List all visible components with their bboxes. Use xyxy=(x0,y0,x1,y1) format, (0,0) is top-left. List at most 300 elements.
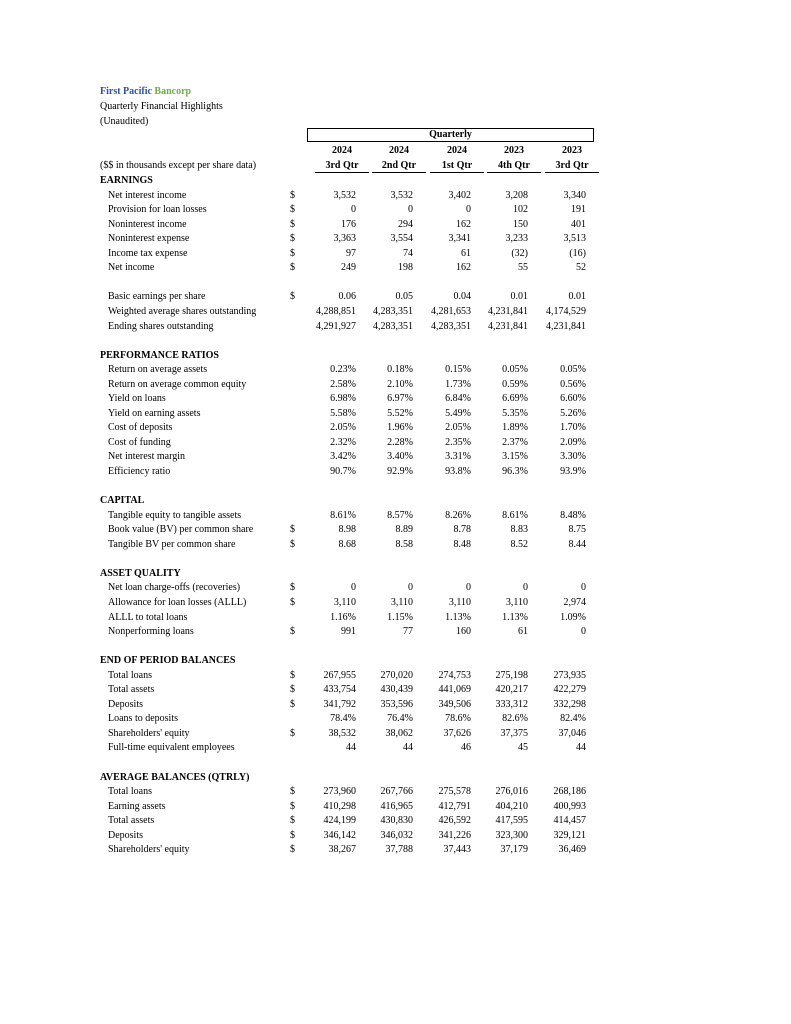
row-label: Total assets xyxy=(108,815,155,826)
cell-value: 0 xyxy=(581,626,586,637)
cell-value: 0.04 xyxy=(453,291,471,302)
row-label: Earning assets xyxy=(108,801,166,812)
row-label: Cost of deposits xyxy=(108,422,173,433)
currency-symbol: $ xyxy=(290,582,295,593)
table-row xyxy=(0,712,791,725)
cell-value: 410,298 xyxy=(323,801,356,812)
cell-value: 268,186 xyxy=(553,786,586,797)
cell-value: 0 xyxy=(466,204,471,215)
table-row xyxy=(0,843,791,856)
table-row xyxy=(0,378,791,391)
cell-value: 76.4% xyxy=(387,713,413,724)
cell-value: 430,830 xyxy=(380,815,413,826)
cell-value: 3,554 xyxy=(390,233,413,244)
column-quarter: 2nd Qtr xyxy=(372,160,426,173)
cell-value: 0.15% xyxy=(445,364,471,375)
cell-value: 3.31% xyxy=(445,451,471,462)
section-title: END OF PERIOD BALANCES xyxy=(100,655,236,666)
cell-value: 8.48 xyxy=(453,539,471,550)
table-row xyxy=(0,218,791,231)
cell-value: 275,578 xyxy=(438,786,471,797)
currency-symbol: $ xyxy=(290,204,295,215)
cell-value: 426,592 xyxy=(438,815,471,826)
cell-value: 8.44 xyxy=(568,539,586,550)
currency-symbol: $ xyxy=(290,190,295,201)
row-label: Return on average assets xyxy=(108,364,208,375)
cell-value: 3,233 xyxy=(505,233,528,244)
cell-value: 82.6% xyxy=(502,713,528,724)
cell-value: 4,283,351 xyxy=(373,321,413,332)
cell-value: 333,312 xyxy=(495,699,528,710)
cell-value: 0.59% xyxy=(502,379,528,390)
section-title: AVERAGE BALANCES (QTRLY) xyxy=(100,772,250,783)
cell-value: 3,532 xyxy=(390,190,413,201)
row-label: Cost of funding xyxy=(108,437,171,448)
cell-value: 3.40% xyxy=(387,451,413,462)
cell-value: 0 xyxy=(351,582,356,593)
cell-value: 3,341 xyxy=(448,233,471,244)
currency-symbol: $ xyxy=(290,801,295,812)
cell-value: 44 xyxy=(346,742,356,753)
table-row xyxy=(0,247,791,260)
column-header xyxy=(487,145,541,173)
cell-value: 0 xyxy=(408,582,413,593)
table-row xyxy=(0,611,791,624)
table-row xyxy=(0,320,791,333)
cell-value: 4,281,653 xyxy=(431,306,471,317)
cell-value: 8.61% xyxy=(330,510,356,521)
cell-value: 0 xyxy=(351,204,356,215)
cell-value: 353,596 xyxy=(380,699,413,710)
cell-value: 6.60% xyxy=(560,393,586,404)
cell-value: 52 xyxy=(576,262,586,273)
cell-value: 37,443 xyxy=(443,844,471,855)
row-label: Total assets xyxy=(108,684,155,695)
currency-symbol: $ xyxy=(290,291,295,302)
cell-value: 160 xyxy=(456,626,471,637)
cell-value: 191 xyxy=(571,204,586,215)
cell-value: 0.18% xyxy=(387,364,413,375)
table-row xyxy=(0,392,791,405)
currency-symbol: $ xyxy=(290,248,295,259)
cell-value: 8.57% xyxy=(387,510,413,521)
table-row xyxy=(0,538,791,551)
table-row xyxy=(0,232,791,245)
cell-value: 0 xyxy=(408,204,413,215)
cell-value: 3.15% xyxy=(502,451,528,462)
cell-value: 276,016 xyxy=(495,786,528,797)
quarterly-group-header: Quarterly xyxy=(307,128,594,142)
currency-symbol: $ xyxy=(290,539,295,550)
cell-value: (16) xyxy=(569,248,586,259)
table-row xyxy=(0,829,791,842)
cell-value: 424,199 xyxy=(323,815,356,826)
table-row xyxy=(0,785,791,798)
section-title: CAPITAL xyxy=(100,495,145,506)
column-year: 2024 xyxy=(332,145,352,156)
column-header xyxy=(315,145,369,173)
cell-value: 8.58 xyxy=(395,539,413,550)
cell-value: 2.10% xyxy=(387,379,413,390)
row-label: Weighted average shares outstanding xyxy=(108,306,257,317)
cell-value: 2.28% xyxy=(387,437,413,448)
cell-value: 3,402 xyxy=(448,190,471,201)
cell-value: 273,960 xyxy=(323,786,356,797)
cell-value: 5.26% xyxy=(560,408,586,419)
cell-value: 349,506 xyxy=(438,699,471,710)
cell-value: 77 xyxy=(403,626,413,637)
cell-value: 6.97% xyxy=(387,393,413,404)
cell-value: 275,198 xyxy=(495,670,528,681)
cell-value: 45 xyxy=(518,742,528,753)
row-label: Shareholders' equity xyxy=(108,728,190,739)
cell-value: 0.56% xyxy=(560,379,586,390)
cell-value: 5.52% xyxy=(387,408,413,419)
row-label: Loans to deposits xyxy=(108,713,178,724)
row-label: Total loans xyxy=(108,786,153,797)
currency-symbol: $ xyxy=(290,524,295,535)
table-row xyxy=(0,669,791,682)
section-heading xyxy=(0,174,791,187)
cell-value: 0 xyxy=(466,582,471,593)
currency-symbol: $ xyxy=(290,815,295,826)
row-label: Total loans xyxy=(108,670,153,681)
cell-value: 3,110 xyxy=(448,597,471,608)
cell-value: 400,993 xyxy=(553,801,586,812)
currency-symbol: $ xyxy=(290,830,295,841)
row-label: Basic earnings per share xyxy=(108,291,206,302)
row-label: Yield on earning assets xyxy=(108,408,201,419)
cell-value: 37,179 xyxy=(500,844,528,855)
cell-value: 2.09% xyxy=(560,437,586,448)
cell-value: 341,792 xyxy=(323,699,356,710)
cell-value: 3,110 xyxy=(333,597,356,608)
table-row xyxy=(0,189,791,202)
cell-value: 401 xyxy=(571,219,586,230)
cell-value: 82.4% xyxy=(560,713,586,724)
cell-value: 2.35% xyxy=(445,437,471,448)
cell-value: 346,032 xyxy=(380,830,413,841)
table-row xyxy=(0,523,791,536)
cell-value: 270,020 xyxy=(380,670,413,681)
column-year: 2024 xyxy=(389,145,409,156)
row-label: Net loan charge-offs (recoveries) xyxy=(108,582,241,593)
cell-value: 37,626 xyxy=(443,728,471,739)
cell-value: 1.13% xyxy=(502,612,528,623)
cell-value: 3,363 xyxy=(333,233,356,244)
section-title: EARNINGS xyxy=(100,175,153,186)
cell-value: 37,375 xyxy=(500,728,528,739)
cell-value: 4,288,851 xyxy=(316,306,356,317)
cell-value: 4,231,841 xyxy=(546,321,586,332)
company-name-first: First Pacific xyxy=(100,86,152,97)
cell-value: 198 xyxy=(398,262,413,273)
currency-symbol: $ xyxy=(290,670,295,681)
cell-value: 267,766 xyxy=(380,786,413,797)
cell-value: 433,754 xyxy=(323,684,356,695)
cell-value: 2,974 xyxy=(563,597,586,608)
column-quarter: 3rd Qtr xyxy=(315,160,369,173)
cell-value: 8.83 xyxy=(510,524,528,535)
cell-value: 3,532 xyxy=(333,190,356,201)
cell-value: 4,283,351 xyxy=(431,321,471,332)
cell-value: 329,121 xyxy=(553,830,586,841)
table-row xyxy=(0,581,791,594)
cell-value: 332,298 xyxy=(553,699,586,710)
row-label: Provision for loan losses xyxy=(108,204,207,215)
cell-value: 2.32% xyxy=(330,437,356,448)
cell-value: 3,513 xyxy=(563,233,586,244)
table-row xyxy=(0,814,791,827)
cell-value: 8.78 xyxy=(453,524,471,535)
row-label: Tangible BV per common share xyxy=(108,539,236,550)
cell-value: 44 xyxy=(576,742,586,753)
cell-value: 274,753 xyxy=(438,670,471,681)
row-label: Efficiency ratio xyxy=(108,466,171,477)
cell-value: 96.3% xyxy=(502,466,528,477)
cell-value: 162 xyxy=(456,262,471,273)
table-row xyxy=(0,465,791,478)
table-row xyxy=(0,203,791,216)
table-row xyxy=(0,290,791,303)
cell-value: 74 xyxy=(403,248,413,259)
cell-value: 267,955 xyxy=(323,670,356,681)
table-row xyxy=(0,363,791,376)
cell-value: 2.37% xyxy=(502,437,528,448)
section-heading xyxy=(0,567,791,580)
cell-value: (32) xyxy=(511,248,528,259)
table-row xyxy=(0,421,791,434)
section-heading xyxy=(0,349,791,362)
cell-value: 90.7% xyxy=(330,466,356,477)
row-label: Noninterest expense xyxy=(108,233,190,244)
row-label: Full-time equivalent employees xyxy=(108,742,235,753)
cell-value: 404,210 xyxy=(495,801,528,812)
cell-value: 2.05% xyxy=(445,422,471,433)
cell-value: 37,788 xyxy=(385,844,413,855)
table-row xyxy=(0,741,791,754)
cell-value: 2.05% xyxy=(330,422,356,433)
cell-value: 1.89% xyxy=(502,422,528,433)
cell-value: 412,791 xyxy=(438,801,471,812)
cell-value: 0 xyxy=(581,582,586,593)
column-header xyxy=(372,145,426,173)
cell-value: 8.89 xyxy=(395,524,413,535)
table-row xyxy=(0,450,791,463)
cell-value: 0.01 xyxy=(510,291,528,302)
cell-value: 0.05 xyxy=(395,291,413,302)
row-label: Income tax expense xyxy=(108,248,188,259)
report-subtitle: Quarterly Financial Highlights xyxy=(100,101,223,112)
cell-value: 44 xyxy=(403,742,413,753)
cell-value: 8.48% xyxy=(560,510,586,521)
cell-value: 8.61% xyxy=(502,510,528,521)
row-label: Allowance for loan losses (ALLL) xyxy=(108,597,247,608)
currency-symbol: $ xyxy=(290,786,295,797)
cell-value: 0.23% xyxy=(330,364,356,375)
cell-value: 0 xyxy=(523,582,528,593)
cell-value: 38,062 xyxy=(385,728,413,739)
cell-value: 176 xyxy=(341,219,356,230)
cell-value: 36,469 xyxy=(558,844,586,855)
table-row xyxy=(0,683,791,696)
cell-value: 37,046 xyxy=(558,728,586,739)
cell-value: 61 xyxy=(461,248,471,259)
cell-value: 3,208 xyxy=(505,190,528,201)
unaudited-note: (Unaudited) xyxy=(100,116,149,127)
cell-value: 6.98% xyxy=(330,393,356,404)
cell-value: 3,110 xyxy=(390,597,413,608)
row-label: Net income xyxy=(108,262,155,273)
cell-value: 991 xyxy=(341,626,356,637)
cell-value: 1.09% xyxy=(560,612,586,623)
table-row xyxy=(0,261,791,274)
cell-value: 5.35% xyxy=(502,408,528,419)
cell-value: 8.52 xyxy=(510,539,528,550)
cell-value: 0.06 xyxy=(338,291,356,302)
cell-value: 61 xyxy=(518,626,528,637)
cell-value: 46 xyxy=(461,742,471,753)
cell-value: 249 xyxy=(341,262,356,273)
cell-value: 93.8% xyxy=(445,466,471,477)
row-label: Deposits xyxy=(108,830,143,841)
currency-symbol: $ xyxy=(290,844,295,855)
cell-value: 6.69% xyxy=(502,393,528,404)
cell-value: 0.05% xyxy=(560,364,586,375)
cell-value: 4,174,529 xyxy=(546,306,586,317)
cell-value: 4,231,841 xyxy=(488,321,528,332)
currency-symbol: $ xyxy=(290,699,295,710)
row-label: Tangible equity to tangible assets xyxy=(108,510,242,521)
cell-value: 416,965 xyxy=(380,801,413,812)
cell-value: 1.15% xyxy=(387,612,413,623)
currency-symbol: $ xyxy=(290,684,295,695)
section-heading xyxy=(0,494,791,507)
section-heading xyxy=(0,771,791,784)
cell-value: 97 xyxy=(346,248,356,259)
table-row xyxy=(0,596,791,609)
column-header xyxy=(545,145,599,173)
column-quarter: 4th Qtr xyxy=(487,160,541,173)
row-label: Ending shares outstanding xyxy=(108,321,214,332)
cell-value: 4,283,351 xyxy=(373,306,413,317)
cell-value: 38,267 xyxy=(328,844,356,855)
currency-symbol: $ xyxy=(290,597,295,608)
cell-value: 430,439 xyxy=(380,684,413,695)
cell-value: 0.05% xyxy=(502,364,528,375)
cell-value: 1.16% xyxy=(330,612,356,623)
cell-value: 417,595 xyxy=(495,815,528,826)
row-label: Noninterest income xyxy=(108,219,187,230)
table-row xyxy=(0,305,791,318)
cell-value: 38,532 xyxy=(328,728,356,739)
cell-value: 2.58% xyxy=(330,379,356,390)
company-name xyxy=(100,86,191,98)
section-title: ASSET QUALITY xyxy=(100,568,181,579)
cell-value: 8.75 xyxy=(568,524,586,535)
row-label: Yield on loans xyxy=(108,393,166,404)
cell-value: 150 xyxy=(513,219,528,230)
cell-value: 8.98 xyxy=(338,524,356,535)
row-label: Net interest income xyxy=(108,190,187,201)
cell-value: 5.49% xyxy=(445,408,471,419)
cell-value: 3.30% xyxy=(560,451,586,462)
cell-value: 3,340 xyxy=(563,190,586,201)
cell-value: 92.9% xyxy=(387,466,413,477)
cell-value: 93.9% xyxy=(560,466,586,477)
cell-value: 4,291,927 xyxy=(316,321,356,332)
row-label: ALLL to total loans xyxy=(108,612,188,623)
table-row xyxy=(0,509,791,522)
cell-value: 162 xyxy=(456,219,471,230)
currency-symbol: $ xyxy=(290,219,295,230)
column-header xyxy=(430,145,484,173)
cell-value: 1.73% xyxy=(445,379,471,390)
unit-note: ($$ in thousands except per share data) xyxy=(100,160,257,171)
cell-value: 341,226 xyxy=(438,830,471,841)
column-year: 2023 xyxy=(504,145,524,156)
section-heading xyxy=(0,654,791,667)
cell-value: 4,231,841 xyxy=(488,306,528,317)
company-name-second: Bancorp xyxy=(154,86,192,97)
currency-symbol: $ xyxy=(290,728,295,739)
table-row xyxy=(0,625,791,638)
row-label: Net interest margin xyxy=(108,451,186,462)
table-row xyxy=(0,800,791,813)
row-label: Nonperforming loans xyxy=(108,626,194,637)
column-year: 2024 xyxy=(447,145,467,156)
table-row xyxy=(0,436,791,449)
cell-value: 420,217 xyxy=(495,684,528,695)
cell-value: 346,142 xyxy=(323,830,356,841)
cell-value: 6.84% xyxy=(445,393,471,404)
table-row xyxy=(0,698,791,711)
cell-value: 414,457 xyxy=(553,815,586,826)
cell-value: 78.6% xyxy=(445,713,471,724)
cell-value: 441,069 xyxy=(438,684,471,695)
cell-value: 0.01 xyxy=(568,291,586,302)
currency-symbol: $ xyxy=(290,233,295,244)
row-label: Deposits xyxy=(108,699,143,710)
cell-value: 3,110 xyxy=(505,597,528,608)
cell-value: 1.96% xyxy=(387,422,413,433)
cell-value: 323,300 xyxy=(495,830,528,841)
column-quarter: 3rd Qtr xyxy=(545,160,599,173)
cell-value: 5.58% xyxy=(330,408,356,419)
cell-value: 1.70% xyxy=(560,422,586,433)
cell-value: 1.13% xyxy=(445,612,471,623)
row-label: Book value (BV) per common share xyxy=(108,524,254,535)
column-quarter: 1st Qtr xyxy=(430,160,484,173)
section-title: PERFORMANCE RATIOS xyxy=(100,350,219,361)
currency-symbol: $ xyxy=(290,262,295,273)
cell-value: 55 xyxy=(518,262,528,273)
cell-value: 294 xyxy=(398,219,413,230)
cell-value: 422,279 xyxy=(553,684,586,695)
table-row xyxy=(0,407,791,420)
cell-value: 78.4% xyxy=(330,713,356,724)
cell-value: 3.42% xyxy=(330,451,356,462)
cell-value: 8.68 xyxy=(338,539,356,550)
row-label: Shareholders' equity xyxy=(108,844,190,855)
column-year: 2023 xyxy=(562,145,582,156)
currency-symbol: $ xyxy=(290,626,295,637)
cell-value: 273,935 xyxy=(553,670,586,681)
cell-value: 8.26% xyxy=(445,510,471,521)
cell-value: 102 xyxy=(513,204,528,215)
table-row xyxy=(0,727,791,740)
row-label: Return on average common equity xyxy=(108,379,247,390)
